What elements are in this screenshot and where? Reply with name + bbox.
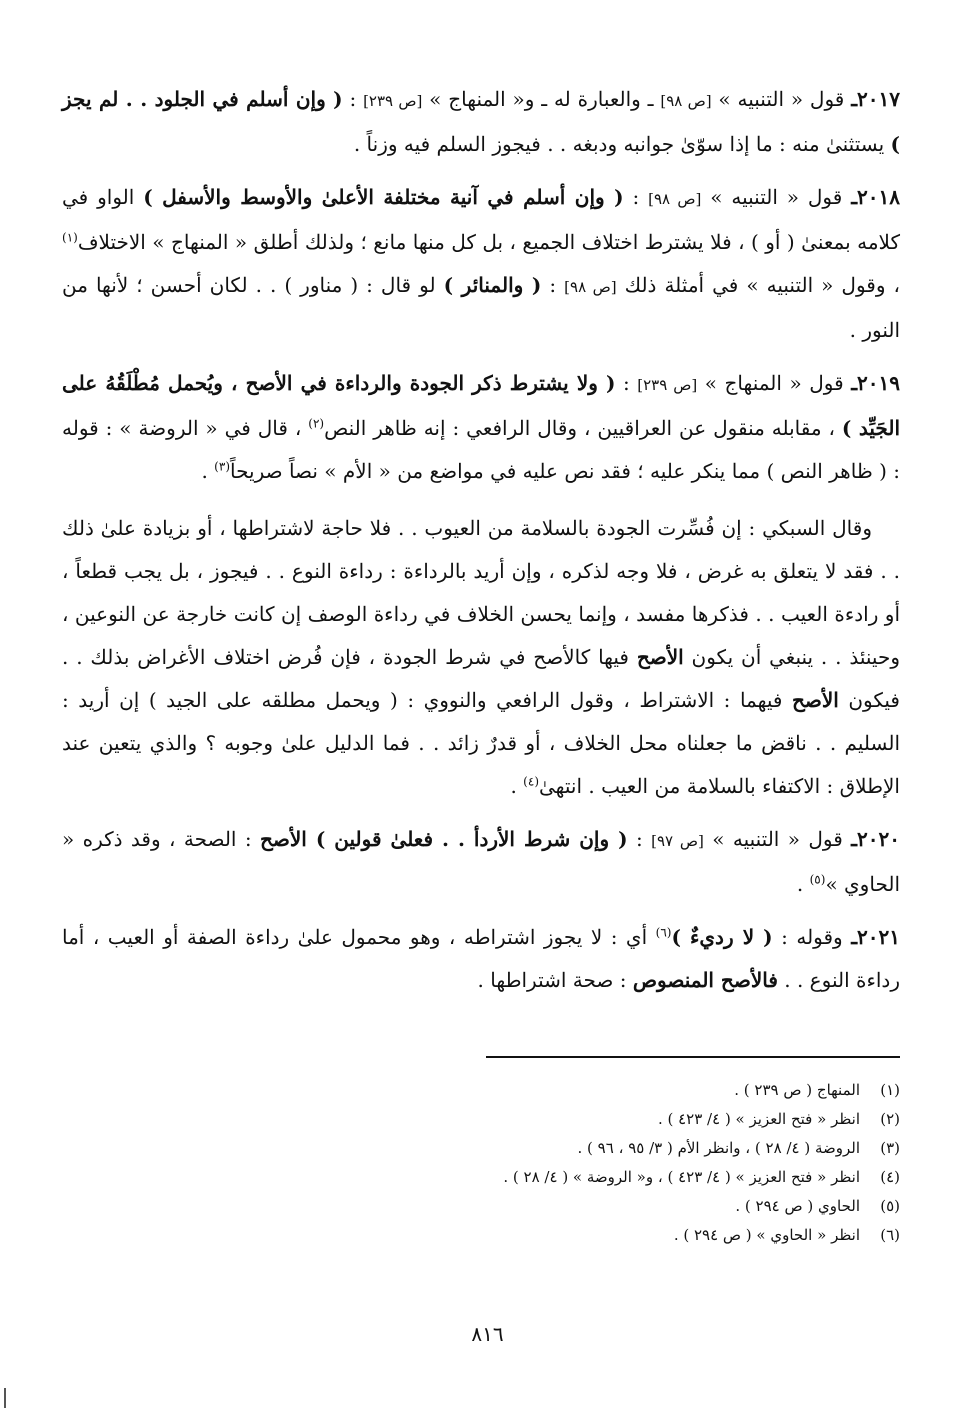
page-reference: [ص ٢٣٩] (363, 92, 423, 110)
footnote-3 (300, 1134, 900, 1163)
text: وقوله : (772, 925, 852, 949)
footnote-marker: (١) (62, 230, 78, 245)
quoted-text: ( وإن أسلم في الجلود . . لم يجز ) (62, 87, 900, 156)
text: قول « التنبيه » (701, 185, 852, 209)
footnote-1 (300, 1076, 900, 1105)
text: : (541, 273, 565, 297)
footnote-number: (٥) (880, 1197, 900, 1215)
bold-term: الأصح (636, 645, 684, 669)
paragraph-2020 (62, 818, 900, 906)
page-body (62, 78, 900, 1012)
text: . (201, 459, 215, 483)
issue-number: ٢٠٢١ـ (851, 925, 901, 949)
footnote-marker: (٦) (655, 925, 672, 940)
text: : (627, 827, 652, 851)
text: فيها كالأصح في شرط الجودة ، فإن فُرض اختلاف الأغراض بذلك . . فيكون (62, 645, 900, 712)
text: . (796, 872, 810, 896)
footnote-marker: (٣) (214, 459, 230, 474)
footnotes (300, 1076, 900, 1250)
footnote-2 (300, 1105, 900, 1134)
text: وقال السبكي : إن فُسِّرت الجودة بالسلامة من العيوب . . فلا حاجة لاشتراطها ، أو بزيادة علىٰ ذلك . . فقد لا يتعلق به غرض ، فلا وجه لذكره ، وإن أريد بالرداءة : رداءة النوع . . فيجوز ، بل يجب قطعاً ، أو رادءة العيب . . فذكرها مفسد ، وإنما يحسن الخلاف في رداءة الوصف إن كانت خارجة عن النوعين ، وحينئذ . . ينبغي أن يكون (62, 516, 900, 669)
footnote-divider (486, 1056, 900, 1058)
issue-number: ٢٠٢٠ـ (851, 827, 900, 851)
text: : صحة اشتراطها . (477, 968, 633, 992)
text: يستثنىٰ منه : ما إذا سوّىٰ جوانبه ودبغه . . فيجوز السلم فيه وزناً . (353, 132, 891, 156)
footnote-number: (٦) (880, 1226, 900, 1244)
paragraph-2017 (62, 78, 900, 166)
footnote-text: انظر « فتح العزيز » ( ٤/ ٤٢٣ ) ، و« الروضة » ( ٤/ ٢٨ ) . (503, 1168, 860, 1186)
footnote-text: المنهاج ( ص ٢٣٩ ) . (734, 1081, 860, 1099)
footnote-6 (300, 1221, 900, 1250)
scan-edge-mark (4, 1388, 6, 1408)
footnote-marker: (٥) (809, 872, 826, 887)
text: ـ والعبارة له ـ و« المنهاج » (422, 87, 661, 111)
footnote-number: (٤) (880, 1168, 900, 1186)
issue-number: ٢٠١٨ـ (851, 185, 901, 209)
page-reference: [ص ٩٨] (648, 190, 702, 208)
footnote-marker: (٢) (308, 416, 325, 431)
paragraph-2019 (62, 362, 900, 493)
quoted-text: ( ولا يشترط ذكر الجودة والرداءة في الأصح ، ويُحمل مُطْلَقُهُ على الجَيِّد ) (62, 371, 900, 440)
page-reference: [ص ٩٨] (660, 92, 712, 110)
text: : (342, 87, 364, 111)
text: قول « التنبيه » (703, 827, 852, 851)
footnote-4 (300, 1163, 900, 1192)
text: قول « التنبيه » (711, 87, 852, 111)
text: : (615, 371, 638, 395)
footnote-marker: (٤) (523, 774, 539, 789)
text: : (623, 185, 649, 209)
text: ، وقول « التنبيه » في أمثلة ذلك (616, 273, 900, 297)
text: الواو في كلامه بمعنىٰ ( أو ) ، فلا يشترط اختلاف الجميع ، بل كل منها مانع ؛ ولذلك أطلق « المنهاج » الاختلاف (62, 185, 900, 254)
paragraph-2018 (62, 176, 900, 352)
page-reference: [ص ٢٣٩] (637, 376, 698, 394)
footnote-text: الروضة ( ٤/ ٢٨ ) ، وانظر الأم ( ٣/ ٩٥ ، ٩٦ ) . (577, 1139, 860, 1157)
quoted-text: ( وإن شرط الأردأ . . فعلىٰ قولين ) الأصح (260, 827, 628, 851)
bold-term: الأصح (791, 688, 839, 712)
page-reference: [ص ٩٧] (651, 832, 704, 850)
paragraph-subki (62, 507, 900, 808)
text: فيهما : الاشتراط ، وقول الرافعي والنووي : ( ويحمل مطلقه على الجيد ) إن أريد : السليم . . ناقض ما جعلناه محل الخلاف ، أو قدرٌ زائد . . فما الدليل علىٰ وجوبه ؟ والذي يتعين عند الإطلاق : الاكتفاء بالسلامة من العيب . انتهىٰ (62, 688, 900, 798)
text: لو قال : ( مناور ) . . لكان أحسن ؛ لأنها من النور . (62, 273, 900, 342)
paragraph-2021 (62, 916, 900, 1002)
footnote-text: انظر « فتح العزيز » ( ٤/ ٤٢٣ ) . (657, 1110, 860, 1128)
quoted-text: ( والمنائر ) (443, 273, 542, 297)
text: قول « المنهاج » (697, 371, 852, 395)
text: أي : لا يجوز اشتراطه ، وهو محمول علىٰ رداءة الصفة أو العيب ، أما رداءة النوع . . (62, 925, 900, 992)
footnote-5 (300, 1192, 900, 1221)
footnote-number: (٣) (880, 1139, 900, 1157)
quoted-text: ( وإن أسلم في آنية مختلفة الأعلىٰ والأوسط والأسفل ) (143, 185, 624, 209)
page-number: ٨١٦ (471, 1322, 504, 1346)
text: . (510, 774, 524, 798)
quoted-text: ( لا رديءٌ ) (671, 925, 773, 949)
footnote-text: الحاوي ( ص ٢٩٤ ) . (735, 1197, 860, 1215)
text: ، مقابله منقول عن العراقيين ، وقال الرافعي : إنه ظاهر النص (324, 416, 842, 440)
footnote-number: (١) (880, 1081, 900, 1099)
text: : الصحة ، وقد ذكره « الحاوي » (62, 827, 900, 896)
page-reference: [ص ٩٨] (564, 278, 617, 296)
issue-number: ٢٠١٧ـ (851, 87, 901, 111)
bold-term: فالأصح المنصوص (632, 968, 778, 992)
issue-number: ٢٠١٩ـ (851, 371, 901, 395)
footnote-number: (٢) (880, 1110, 900, 1128)
text: ، قال في « الروضة » : قوله : ( ظاهر النص ) مما ينكر عليه ؛ فقد نص عليه في مواضع من « الأم » نصاً صريحاً (62, 416, 900, 483)
footnote-text: انظر « الحاوي » ( ص ٢٩٤ ) . (673, 1226, 860, 1244)
